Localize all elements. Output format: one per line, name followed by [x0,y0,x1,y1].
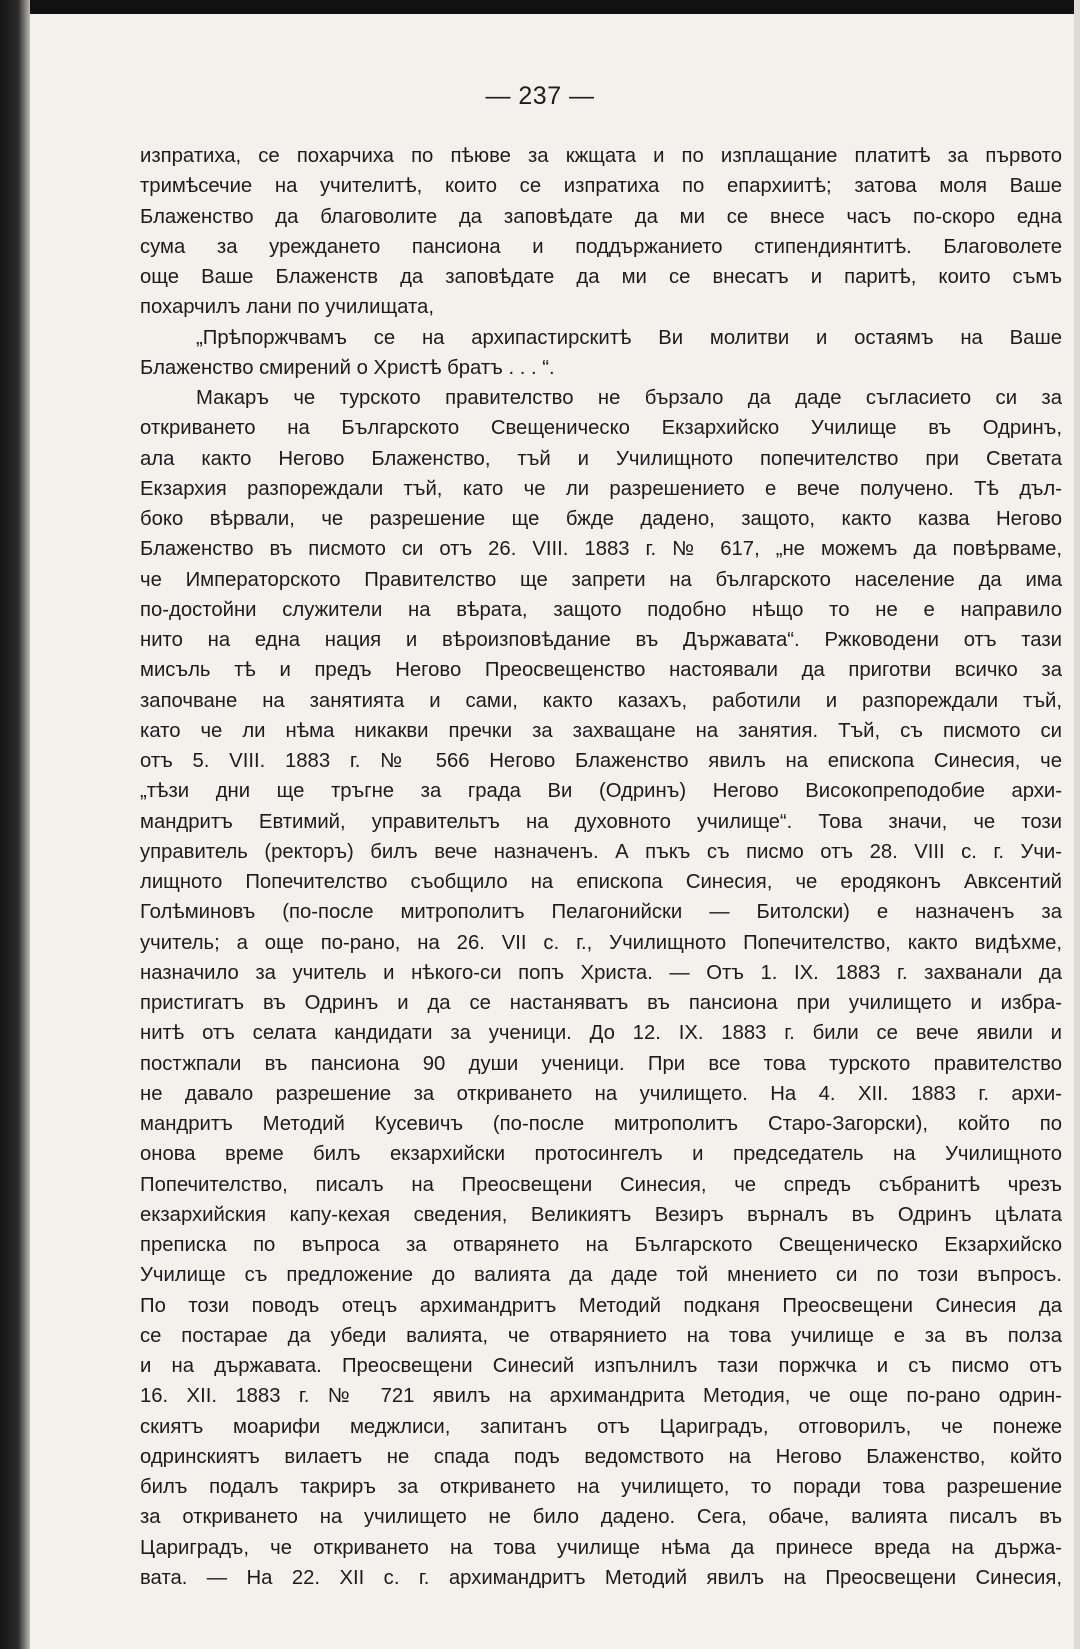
scan-right-edge [1074,0,1080,1649]
text-line: откриването на Българското Свещеническо Екзархийско Училище въ Одринъ, [140,417,1062,440]
page-number: — 237 — [485,82,595,110]
text-line: похарчилъ лани по училищата, [140,296,434,319]
text-line: за откриването на училището не било дадено. Сега, обаче, валията писалъ въ [140,1506,1062,1529]
text-line: Екзархия разпореждали тъй, като че ли разрешението е вече получено. Тѣ дъл- [140,477,1062,500]
text-line: билъ подалъ такриръ за откриването на училището, то поради това разрешение [140,1476,1062,1498]
text-line: Попечителство, писалъ на Преосвещени Синесия, че спредъ събранитѣ чрезъ [140,1173,1062,1196]
text-line: лищното Попечителство съобщило на епископа Синесия, че еродяконъ Авксентий [140,871,1062,893]
text-line: по-достойни служители на вѣрата, защото подобно нѣщо то не е направило [140,598,1062,621]
text-line: управитель (ректоръ) билъ вече назначенъ. А пъкъ съ писмо отъ 28. VIII с. г. Учи- [140,840,1062,863]
text-line: преписка по въпроса за отварянето на Българското Свещеническо Екзархийско [140,1234,1062,1256]
text-line: Блаженство да благоволите да заповѣдате да ми се внесе часъ по-скоро една [140,205,1062,228]
text-line: изпратиха, се похарчиха по пѣюве за кжщата и по изплащание платитѣ за първото [140,145,1062,167]
text-line: „Прѣпоржчвамъ се на архипастирскитѣ Ви молитви и остаямъ на Ваше [196,326,1062,349]
text-line: и на държавата. Преосвещени Синесий изпълнилъ тази поржчка и съ писмо отъ [140,1355,1062,1377]
text-line: пристигатъ въ Одринъ и да се настаняватъ въ пансиона при училището и избра- [140,992,1062,1014]
scan-top-edge [0,0,1080,14]
text-line: 16. XII. 1883 г. № 721 явилъ на архимандрита Методия, че още по-рано одрин- [140,1385,1062,1408]
text-line: екзархийския капу-кехая сведения, Великиятъ Везиръ върналъ въ Одринъ цѣлата [140,1203,1062,1226]
text-line: боко вѣрвали, че разрешение ще бжде дадено, защото, както казва Негово [140,508,1062,530]
text-line: постжпали въ пансиона 90 души ученици. При все това турското правителство [140,1052,1062,1075]
text-line: скиятъ моарифи меджлиси, запитанъ отъ Цариградъ, отговорилъ, че понеже [140,1415,1062,1438]
text-line: назначило за учитель и нѣкого-си попъ Христа. — Отъ 1. IX. 1883 г. захванали да [140,961,1062,984]
text-line: По този поводъ отецъ архимандритъ Методий подканя Преосвещени Синесия да [140,1294,1062,1317]
text-line: „тѣзи дни ще тръгне за града Ви (Одринъ) Негово Високопреподобие архи- [140,780,1062,803]
text-line: Блаженство въ писмото си отъ 26. VIII. 1883 г. № 617, „не можемъ да повѣрваме, [140,538,1062,561]
text-line: мандритъ Евтимий, управительтъ на духовното училище“. Това значи, че този [140,810,1062,833]
text-line: започване на занятията и сами, както казахъ, работили и разпореждали тъй, [140,689,1062,712]
text-line: Училище съ предложение до валията да даде той мнението си по този въпросъ. [140,1264,1062,1287]
text-line: като че ли нѣма никакви пречки за захващане на занятия. Тъй, съ писмото си [140,719,1062,742]
text-line: онова време билъ екзархийски протосингелъ и председатель на Училищното [140,1143,1062,1166]
text-line: Макаръ че турското правителство не бързало да даде съгласието си за [196,387,1062,409]
text-line: тримѣсечие на учителитѣ, които се изпратиха по епархиитѣ; затова моля Ваше [140,175,1062,198]
scan-left-edge [0,0,30,1649]
text-line: одринскиятъ вилаетъ не спада подъ ведомството на Негово Блаженство, който [140,1445,1062,1468]
text-line: отъ 5. VIII. 1883 г. № 566 Негово Блаженство явилъ на епископа Синесия, че [140,750,1062,772]
text-line: не давало разрешение за откриването на училището. На 4. XII. 1883 г. архи- [140,1082,1062,1105]
text-line: се постарае да убеди валията, че отварянието на това училище е за въ полза [140,1324,1062,1347]
text-line: мандритъ Методий Кусевичъ (по-после митрополитъ Старо-Загорски), който по [140,1113,1062,1135]
text-line: сума за уреждането пансиона и поддържанието стипендиянтитѣ. Благоволете [140,235,1062,258]
text-line: ала както Негово Блаженство, тъй и Училищното попечителство при Светата [140,447,1062,470]
text-line: учитель; а още по-рано, на 26. VII с. г., Училищното Попечителство, както видѣхме, [140,931,1062,954]
text-line: Голѣминовъ (по-после митрополитъ Пелагонийски — Битолски) е назначенъ за [140,901,1062,924]
body-text [140,141,1062,1593]
text-line: Блаженство смирений о Христѣ братъ . . . “. [140,356,555,379]
text-line: че Императорското Правителство ще запрети на българското население да има [140,568,1062,591]
text-line: Цариградъ, че откриването на това училище нѣма да принесе вреда на държа- [140,1536,1062,1559]
text-line: още Ваше Блаженств да заповѣдате да ми се внесатъ и паритѣ, които съмъ [140,266,1062,288]
text-line: вата. — На 22. XII с. г. архимандритъ Методий явилъ на Преосвещени Синесия, [140,1566,1062,1589]
text-line: мисъль тѣ и предъ Негово Преосвещенство настоявали да приготви всичко за [140,659,1062,682]
text-line: нитѣ отъ селата кандидати за ученици. До 12. IX. 1883 г. били се вече явили и [140,1022,1062,1045]
text-line: нито на една нация и вѣроизповѣдание въ Държавата“. Ржководени отъ тази [140,629,1062,651]
